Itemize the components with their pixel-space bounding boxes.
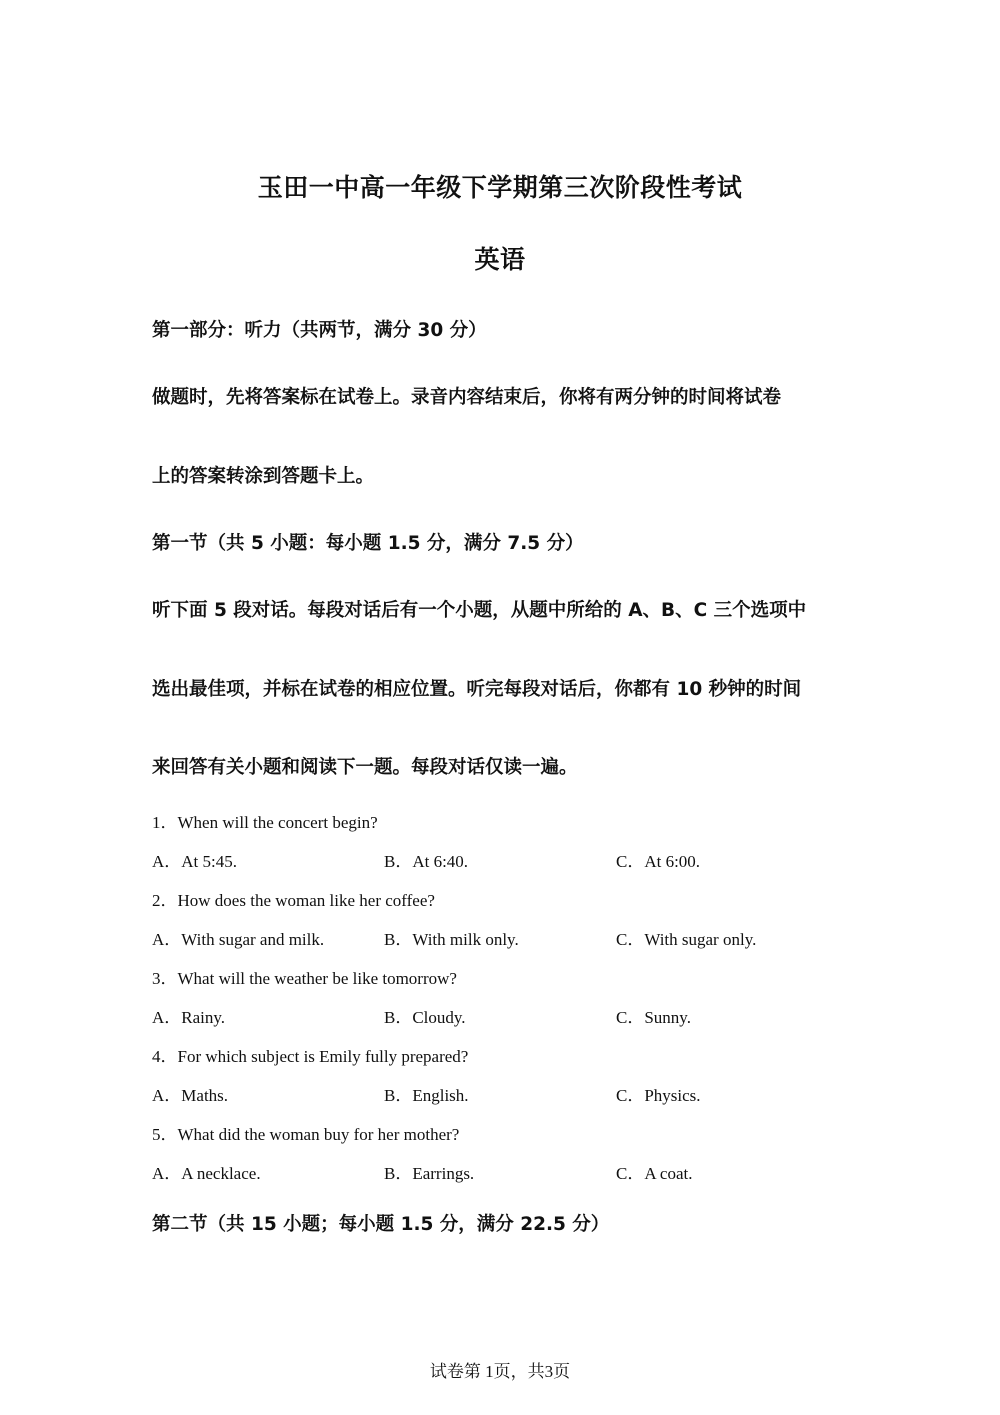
section1-instruction-line-1: 听下面 5 段对话。每段对话后有一个小题，从题中所给的 A、B、C 三个选项中 bbox=[152, 600, 807, 621]
question-option-b: B．Earrings. bbox=[384, 1164, 475, 1183]
page-footer: 试卷第 1页，共3页 bbox=[429, 1362, 571, 1381]
section1-instruction-line-2: 选出最佳项，并标在试卷的相应位置。听完每段对话后，你都有 10 秒钟的时间 bbox=[152, 679, 802, 700]
question-option-c: C．With sugar only. bbox=[616, 930, 757, 949]
question-stem: 1．When will the concert begin? bbox=[152, 813, 378, 832]
question-option-a: A．At 5:45. bbox=[152, 852, 237, 871]
part1-instruction-line-1: 做题时，先将答案标在试卷上。录音内容结束后，你将有两分钟的时间将试卷 bbox=[152, 387, 782, 408]
question-option-b: B．At 6:40. bbox=[384, 852, 469, 871]
question-option-a: A．Rainy. bbox=[152, 1008, 226, 1027]
question-option-b: B．With milk only. bbox=[384, 930, 519, 949]
section1-instruction-line-3: 来回答有关小题和阅读下一题。每段对话仅读一遍。 bbox=[152, 757, 578, 778]
question-option-c: C．At 6:00. bbox=[616, 852, 701, 871]
question-option-c: C．A coat. bbox=[616, 1164, 693, 1183]
question-stem: 5．What did the woman buy for her mother? bbox=[152, 1125, 460, 1144]
question-option-c: C．Physics. bbox=[616, 1086, 701, 1105]
subject-title: 英语 bbox=[474, 245, 526, 274]
exam-title: 玉田一中高一年级下学期第三次阶段性考试 bbox=[257, 173, 743, 202]
question-option-a: A．With sugar and milk. bbox=[152, 930, 325, 949]
question-option-b: B．Cloudy. bbox=[384, 1008, 466, 1027]
question-option-c: C．Sunny. bbox=[616, 1008, 691, 1027]
part1-heading: 第一部分：听力（共两节，满分 30 分） bbox=[152, 320, 487, 341]
question-option-a: A．Maths. bbox=[152, 1086, 229, 1105]
section1-heading: 第一节（共 5 小题：每小题 1.5 分，满分 7.5 分） bbox=[152, 533, 584, 554]
question-option-b: B．English. bbox=[384, 1086, 469, 1105]
section2-heading: 第二节（共 15 小题；每小题 1.5 分，满分 22.5 分） bbox=[152, 1214, 610, 1235]
part1-instruction-line-2: 上的答案转涂到答题卡上。 bbox=[152, 466, 375, 487]
question-stem: 3．What will the weather be like tomorrow? bbox=[152, 969, 457, 988]
question-stem: 4．For which subject is Emily fully prepared? bbox=[152, 1047, 469, 1066]
question-stem: 2．How does the woman like her coffee? bbox=[152, 891, 435, 910]
question-option-a: A．A necklace. bbox=[152, 1164, 261, 1183]
